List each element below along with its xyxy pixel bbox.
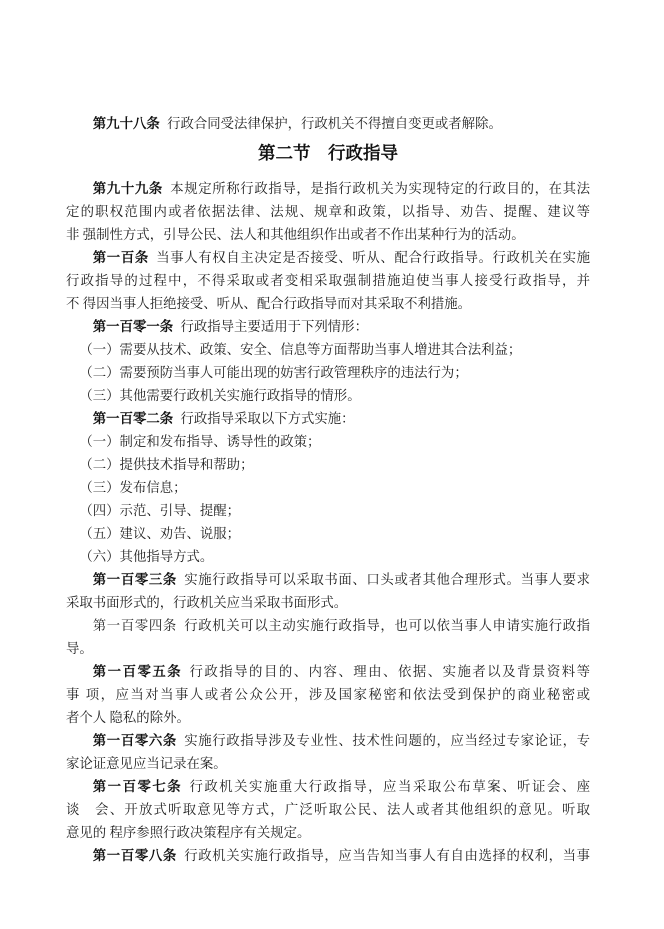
article-paragraph (66, 315, 590, 338)
article-paragraph (66, 568, 590, 614)
line-text: 当事人有权自主决定是否接受、听从、配合行政指导。行政机关在实施 (156, 250, 591, 265)
line-text: 行政指导主要适用于下列情形： (180, 319, 368, 334)
list-item-line (66, 361, 590, 384)
paragraph-line (66, 752, 590, 775)
list-item (66, 453, 590, 476)
paragraph-line (66, 844, 590, 867)
paragraph-line (66, 407, 590, 430)
line-text: 不 得因当事人拒绝接受、听从、配合行政指导而对其采取不利措施。 (66, 296, 472, 311)
article-paragraph (66, 407, 590, 430)
line-text: （一）需要从技术、政策、安全、信息等方面帮助当事人增进其合法利益； (79, 342, 522, 357)
list-item-line (66, 430, 590, 453)
article-number: 第一百零七条 (92, 779, 183, 794)
article-number: 第一百零八条 (92, 848, 177, 863)
article-number: 第一百零四条 (92, 618, 177, 633)
line-text: （一）制定和发布指导、诱导性的政策； (79, 434, 321, 449)
line-text: 非 强制性方式，引导公民、法人和其他组织作出或者不作出某种行为的活动。 (66, 227, 525, 242)
article-paragraph (66, 660, 590, 729)
paragraph-line (66, 246, 590, 269)
line-text: （二）需要预防当事人可能出现的妨害行政管理秩序的违法行为； (79, 365, 468, 380)
paragraph-line (66, 292, 590, 315)
paragraph-line (66, 568, 590, 591)
line-text: （六）其他指导方式。 (79, 549, 214, 564)
paragraph-line (66, 821, 590, 844)
line-text: 行政指导的目的、内容、理由、依据、实施者以及背景资料等 (189, 664, 591, 679)
line-text: 行政指导的过程中，不得采取或者变相采取强制措施迫使当事人接受行政指导，并 (66, 273, 590, 288)
paragraph-line (66, 729, 590, 752)
line-text: 采取书面形式的，行政机关应当采取书面形式。 (66, 595, 348, 610)
paragraph-line (66, 591, 590, 614)
paragraph-line (66, 112, 590, 135)
line-text: 本规定所称行政指导，是指行政机关为实现特定的行政目的，在其法 (170, 181, 591, 196)
article-number: 第一百条 (92, 250, 149, 265)
list-item (66, 522, 590, 545)
article-paragraph (66, 775, 590, 844)
article-number: 第九十八条 (92, 116, 160, 131)
article-paragraph (66, 112, 590, 135)
article-number: 第一百零三条 (92, 572, 177, 587)
line-text: 行政机关实施行政指导，应当告知当事人有自由选择的权利，当事 (184, 848, 591, 863)
list-item-line (66, 522, 590, 545)
line-text: 定的职权范围内或者依据法律、法规、规章和政策，以指导、劝告、提醒、建议等 (66, 204, 590, 219)
line-text: 行政机关可以主动实施行政指导，也可以依当事人申请实施行政指 (184, 618, 591, 633)
paragraph-line (66, 706, 590, 729)
list-item-line (66, 545, 590, 568)
article-number: 第一百零一条 (92, 319, 174, 334)
paragraph-line (66, 223, 590, 246)
paragraph-line (66, 660, 590, 683)
article-paragraph (66, 246, 590, 315)
paragraph-line (66, 637, 590, 660)
line-text: （五）建议、劝告、说服； (79, 526, 241, 541)
list-item-line (66, 453, 590, 476)
line-text: 行政机关实施重大行政指导，应当采取公布草案、听证会、座 (189, 779, 591, 794)
line-text: （二）提供技术指导和帮助； (79, 457, 254, 472)
article-paragraph (66, 729, 590, 775)
paragraph-line (66, 614, 590, 637)
article-number: 第一百零六条 (92, 733, 177, 748)
paragraph-line (66, 269, 590, 292)
list-item (66, 338, 590, 361)
paragraph-line (66, 683, 590, 706)
list-item-line (66, 476, 590, 499)
document-content (66, 112, 590, 867)
paragraph-line (66, 315, 590, 338)
list-item-line (66, 384, 590, 407)
paragraph-line (66, 775, 590, 798)
list-item-line (66, 499, 590, 522)
article-paragraph (66, 844, 590, 867)
article-paragraph (66, 614, 590, 660)
paragraph-line (66, 200, 590, 223)
line-text: 导。 (66, 641, 93, 656)
paragraph-line (66, 177, 590, 200)
article-number: 第一百零五条 (92, 664, 183, 679)
list-item (66, 384, 590, 407)
line-text: 实施行政指导涉及专业性、技术性问题的，应当经过专家论证，专 (184, 733, 591, 748)
section-heading: 第二节 行政指导 (258, 143, 398, 163)
line-text: （三）发布信息； (79, 480, 187, 495)
list-item (66, 361, 590, 384)
line-text: 谈 会、开放式听取意见等方式，广泛听取公民、法人或者其他组织的意见。听取 (66, 802, 590, 817)
line-text: （三）其他需要行政机关实施行政指导的情形。 (79, 388, 361, 403)
line-text: 者个人 隐私的除外。 (66, 710, 190, 725)
line-text: 家论证意见应当记录在案。 (66, 756, 227, 771)
list-item (66, 476, 590, 499)
list-item (66, 545, 590, 568)
line-text: 实施行政指导可以采取书面、口头或者其他合理形式。当事人要求 (184, 572, 591, 587)
line-text: 事 项，应当对当事人或者公众公开，涉及国家秘密和依法受到保护的商业秘密或 (66, 687, 590, 702)
line-text: 行政指导采取以下方式实施： (180, 411, 355, 426)
line-text: 意见的 程序参照行政决策程序有关规定。 (66, 825, 311, 840)
line-text: （四）示范、引导、提醒； (79, 503, 241, 518)
list-item (66, 499, 590, 522)
article-number: 第九十九条 (92, 181, 163, 196)
article-paragraph (66, 177, 590, 246)
list-item-line (66, 338, 590, 361)
article-number: 第一百零二条 (92, 411, 174, 426)
line-text: 行政合同受法律保护，行政机关不得擅自变更或者解除。 (167, 116, 502, 131)
list-item (66, 430, 590, 453)
paragraph-line (66, 798, 590, 821)
